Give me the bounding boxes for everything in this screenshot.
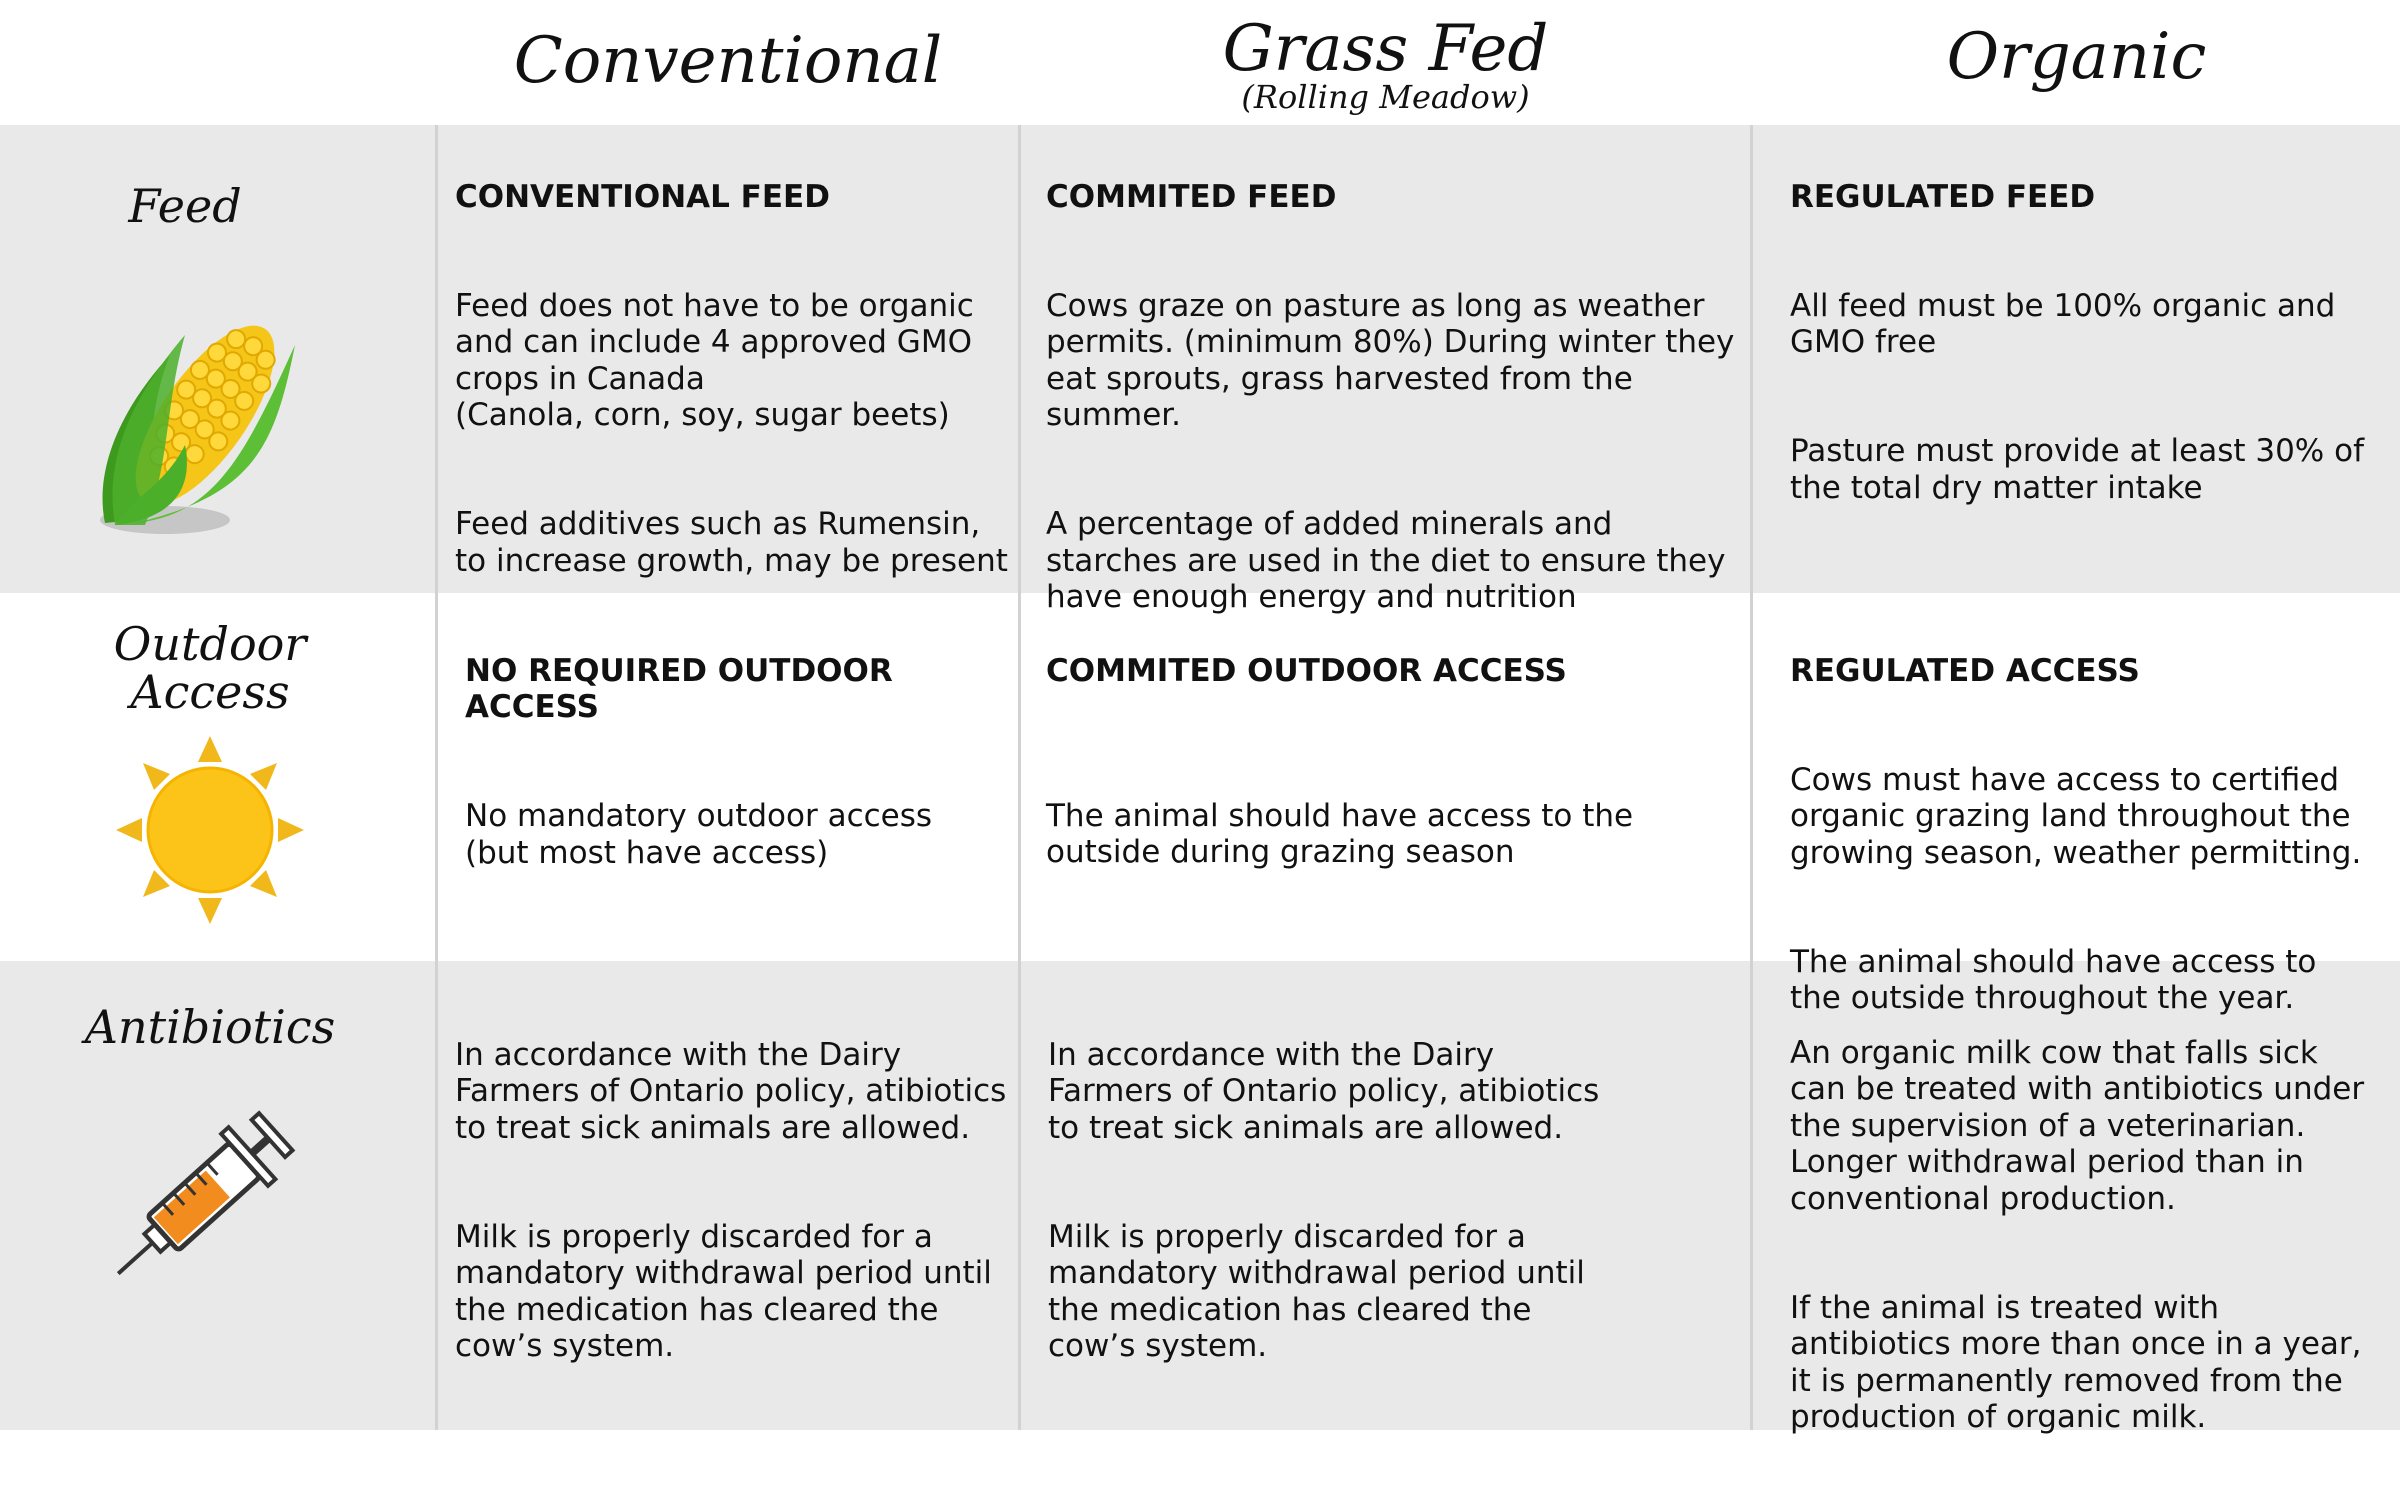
feed-grass-fed-title: COMMITED FEED (1046, 178, 1337, 215)
outdoor-conventional-cell (465, 616, 1015, 944)
feed-conventional-title: CONVENTIONAL FEED (455, 178, 830, 215)
outdoor-conventional-title: NO REQUIRED OUTDOOR ACCESS (465, 652, 893, 725)
feed-grass-fed-cell (1046, 142, 1746, 688)
header-grass-fed (1021, 0, 1750, 137)
antibiotics-organic-text-1: An organic milk cow that falls sick can be treated with antibiotics under the supervision of a veterinarian. Longer withdrawal period than in conventional production. (1790, 1034, 2365, 1217)
feed-conventional-text-1: Feed does not have to be organic and can include 4 approved GMO crops in Canada (Canola, corn, soy, sugar beets) (455, 287, 974, 433)
antibiotics-grass-fed-cell (1048, 1000, 1748, 1437)
header-conventional-label: Conventional (513, 24, 943, 98)
antibiotics-organic-cell (1790, 998, 2390, 1508)
sun-icon (110, 730, 310, 930)
antibiotics-conventional-cell (455, 1000, 1015, 1437)
feed-organic-title: REGULATED FEED (1790, 178, 2096, 215)
row-label-outdoor-line2: Access (130, 665, 290, 719)
outdoor-grass-fed-title: COMMITED OUTDOOR ACCESS (1046, 652, 1567, 689)
row-label-outdoor (80, 617, 340, 719)
antibiotics-conventional-text-2: Milk is properly discarded for a mandatory withdrawal period until the medication has cleared the cow’s system. (455, 1218, 992, 1364)
feed-grass-fed-text-2: A percentage of added minerals and starches are used in the diet to ensure they have enough energy and nutrition (1046, 506, 1726, 615)
header-organic-label: Organic (1946, 20, 2207, 94)
antibiotics-grass-fed-text-2: Milk is properly discarded for a mandatory withdrawal period until the medication has cleared the cow’s system. (1048, 1218, 1585, 1364)
syringe-icon (80, 1085, 320, 1315)
row-label-antibiotics: Antibiotics (84, 1000, 336, 1054)
outdoor-organic-text-2: The animal should have access to the outside throughout the year. (1790, 943, 2317, 1016)
outdoor-organic-title: REGULATED ACCESS (1790, 652, 2140, 689)
header-grass-fed-label: Grass Fed (1222, 12, 1549, 86)
antibiotics-conventional-text-1: In accordance with the Dairy Farmers of Ontario policy, atibiotics to treat sick animals are allowed. (455, 1036, 1007, 1146)
outdoor-grass-fed-cell (1046, 616, 1746, 943)
feed-organic-text-1: All feed must be 100% organic and GMO free (1790, 287, 2336, 360)
feed-conventional-text-2: Feed additives such as Rumensin, to increase growth, may be present (455, 506, 1008, 579)
row-label-outdoor-line1: Outdoor (113, 617, 307, 671)
header-organic (1753, 0, 2400, 145)
outdoor-grass-fed-text-1: The animal should have access to the outside during grazing season (1046, 797, 1634, 870)
antibiotics-organic-text-2: If the animal is treated with antibiotics more than once in a year, it is permanently removed from the production of organic milk. (1790, 1289, 2362, 1435)
feed-organic-cell (1790, 142, 2390, 579)
feed-organic-text-2: Pasture must provide at least 30% of the total dry matter intake (1790, 433, 2364, 506)
feed-grass-fed-text-1: Cows graze on pasture as long as weather permits. (minimum 80%) During winter they eat sprouts, grass harvested from the summer. (1046, 287, 1735, 433)
antibiotics-grass-fed-text-1: In accordance with the Dairy Farmers of Ontario policy, atibiotics to treat sick animals are allowed. (1048, 1036, 1600, 1146)
feed-conventional-cell (455, 142, 1015, 652)
header-grass-fed-sublabel: (Rolling Meadow) (1241, 78, 1530, 116)
header-conventional (438, 0, 1018, 149)
divider-3 (1750, 125, 1753, 1430)
row-label-feed: Feed (128, 179, 242, 233)
outdoor-organic-text-1: Cows must have access to certified organic grazing land throughout the growing season, weather permitting. (1790, 761, 2362, 871)
divider-2 (1018, 125, 1021, 1430)
divider-1 (435, 125, 438, 1430)
outdoor-conventional-text-1: No mandatory outdoor access (but most have access) (465, 798, 933, 871)
corn-icon (75, 295, 315, 545)
